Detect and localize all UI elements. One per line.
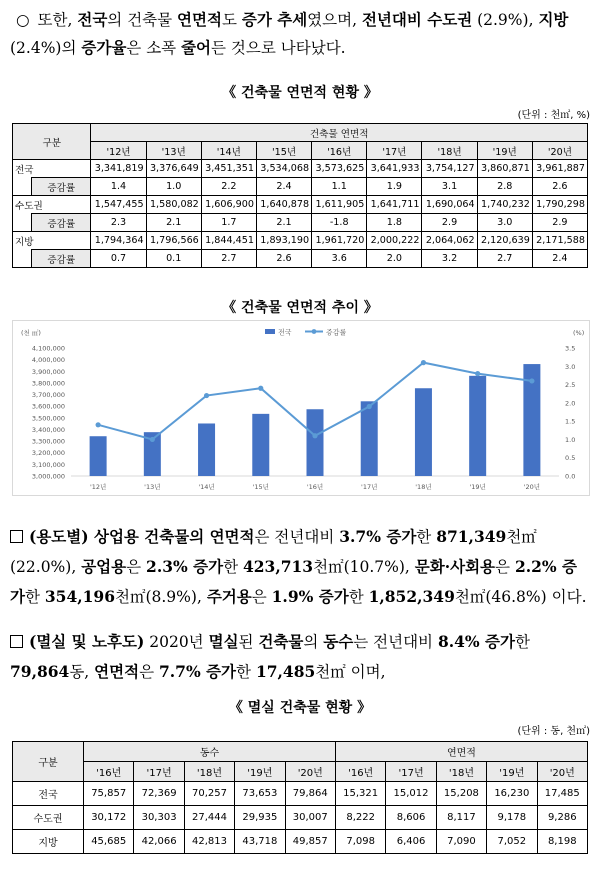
text-run: 건축물 <box>258 632 304 651</box>
text-run: 천㎡(46.8%) 이다. <box>454 588 587 606</box>
rate-point-8 <box>529 378 534 383</box>
row-region: 전국 <box>13 782 84 806</box>
row-region: 전국 <box>13 160 91 178</box>
text-run: 천㎡ (22.0%), <box>10 528 537 576</box>
table-cell: 15,012 <box>386 782 436 806</box>
table-cell: 2.3 <box>91 214 146 232</box>
bar-5 <box>361 401 378 476</box>
table-cell: 27,444 <box>184 806 234 830</box>
text-run: 천㎡ 이며, <box>315 663 386 681</box>
table-cell: 3.0 <box>477 214 532 232</box>
table-cell: 2,120,639 <box>477 232 532 250</box>
table-row <box>13 232 588 250</box>
table-cell: 1.9 <box>367 178 422 196</box>
table-cell: 3,451,351 <box>201 160 256 178</box>
table-cell: 7,098 <box>335 830 385 854</box>
text-run: 은 전년대비 <box>254 528 340 546</box>
y-right-tick: 3.0 <box>565 362 576 371</box>
text-run: 줄어 <box>181 38 212 57</box>
table-cell: 79,864 <box>285 782 335 806</box>
rate-point-0 <box>96 422 101 427</box>
text-run: 연면적 <box>94 662 140 681</box>
header-group: 연면적 <box>335 742 587 762</box>
row-indent <box>13 178 32 196</box>
text-run: 의 건축물 <box>107 11 178 29</box>
table-cell: 30,303 <box>134 806 184 830</box>
text-run: 은 <box>251 588 272 606</box>
text-run: 은 <box>126 558 147 576</box>
header-year: '20년 <box>537 762 587 782</box>
text-run: 2.2% 증가 <box>10 557 578 606</box>
table-cell: 6,406 <box>386 830 436 854</box>
y-right-tick: 2.5 <box>565 381 576 390</box>
text-run: 공업용 <box>81 557 127 576</box>
table-row <box>13 806 588 830</box>
demolition-text <box>10 633 530 681</box>
rate-point-5 <box>367 404 372 409</box>
table2-title: 《 멸실 건축물 현황 》 <box>228 700 372 716</box>
table-cell: 45,685 <box>84 830 134 854</box>
usage-text <box>10 528 587 606</box>
table-cell: 70,257 <box>184 782 234 806</box>
rate-point-4 <box>312 433 317 438</box>
table-cell: 3,573,625 <box>312 160 367 178</box>
table-cell: 1,790,298 <box>532 196 587 214</box>
table-cell: 1,641,711 <box>367 196 422 214</box>
header-year: '17년 <box>386 762 436 782</box>
table-cell: 2,171,588 <box>532 232 587 250</box>
text-run: 천㎡(8.9%), <box>115 588 207 606</box>
text-run: 된 <box>238 633 259 651</box>
table-row <box>13 196 588 214</box>
text-run: 871,349 <box>436 527 507 546</box>
text-run: 한 <box>416 528 437 546</box>
text-run: 였으며, <box>307 11 362 29</box>
demolished-building-table <box>12 741 588 854</box>
table-cell: 2.2 <box>201 178 256 196</box>
x-tick: '18년 <box>415 483 432 491</box>
table-cell: 3.1 <box>422 178 477 196</box>
table-cell: 3,376,649 <box>146 160 201 178</box>
row-indent <box>13 250 32 268</box>
y-right-tick: 0.0 <box>565 472 576 481</box>
text-run: 또한, <box>37 11 78 29</box>
table-cell: 1,794,364 <box>91 232 146 250</box>
text-run: 354,196 <box>44 587 115 606</box>
bar-4 <box>307 409 324 476</box>
table-cell: 2.9 <box>422 214 477 232</box>
y-left-tick: 3,500,000 <box>31 414 65 423</box>
header-year: '16년 <box>84 762 134 782</box>
rate-point-3 <box>258 386 263 391</box>
text-run: 한 <box>236 663 256 681</box>
y-right-tick: 0.5 <box>565 454 576 463</box>
y-left-tick: 3,800,000 <box>31 379 65 388</box>
table-cell: 1,961,720 <box>312 232 367 250</box>
header-year: '16년 <box>335 762 385 782</box>
table-cell: 2.9 <box>532 214 587 232</box>
text-run: (멸실 및 노후도) <box>29 632 145 651</box>
table-cell: 2.8 <box>477 178 532 196</box>
text-run: 79,864 <box>10 662 70 681</box>
table-cell: 2.0 <box>367 250 422 268</box>
header-corner: 구분 <box>13 124 91 160</box>
header-year: '12년 <box>91 142 146 160</box>
table-cell: 1,893,190 <box>256 232 311 250</box>
table-cell: 9,178 <box>487 806 537 830</box>
table-cell: 75,857 <box>84 782 134 806</box>
text-run: 3.7% 증가 <box>339 527 417 546</box>
header-year: '17년 <box>367 142 422 160</box>
bar-0 <box>90 436 107 476</box>
row-region: 수도권 <box>13 196 91 214</box>
x-tick: '20년 <box>523 483 541 491</box>
header-year: '19년 <box>477 142 532 160</box>
text-run: 전년대비 수도권 <box>361 10 473 29</box>
y-right-tick: 3.5 <box>565 344 576 353</box>
y-right-unit: (%) <box>573 329 585 337</box>
x-tick: '13년 <box>144 483 161 491</box>
table-cell: 2.4 <box>256 178 311 196</box>
table-cell: 16,230 <box>487 782 537 806</box>
table-row <box>13 830 588 854</box>
table-cell: 9,286 <box>537 806 587 830</box>
checkbox-bullet-icon <box>10 635 23 648</box>
header-year: '13년 <box>146 142 201 160</box>
table-cell: 8,117 <box>436 806 486 830</box>
table-row <box>13 178 588 196</box>
header-year: '18년 <box>422 142 477 160</box>
header-year: '17년 <box>134 762 184 782</box>
text-run: 동, <box>69 663 95 681</box>
text-run: 423,713 <box>242 557 314 576</box>
row-sub-label: 증감률 <box>32 250 91 268</box>
table-cell: 2.1 <box>256 214 311 232</box>
table-cell: 1,844,451 <box>201 232 256 250</box>
table-cell: -1.8 <box>312 214 367 232</box>
table-cell: 1,796,566 <box>146 232 201 250</box>
y-right-tick: 1.5 <box>565 417 576 426</box>
row-sub-label: 증감률 <box>32 214 91 232</box>
table1-title: 《 건축물 연면적 현황 》 <box>222 85 378 101</box>
y-left-tick: 3,600,000 <box>31 402 65 411</box>
header-group: 건축물 연면적 <box>91 124 588 142</box>
header-year: '18년 <box>184 762 234 782</box>
row-region: 지방 <box>13 830 84 854</box>
header-year: '19년 <box>235 762 285 782</box>
table-cell: 1.7 <box>201 214 256 232</box>
table-cell: 1.8 <box>367 214 422 232</box>
table-cell: 7,090 <box>436 830 486 854</box>
y-left-tick: 4,100,000 <box>31 344 65 353</box>
area-trend-chart <box>12 320 590 496</box>
header-year: '20년 <box>532 142 587 160</box>
table-cell: 3.2 <box>422 250 477 268</box>
rate-point-2 <box>204 393 209 398</box>
legend-bar-swatch <box>265 329 275 334</box>
table-cell: 2.4 <box>532 250 587 268</box>
text-run: 는 전년대비 <box>353 633 438 651</box>
table-cell: 72,369 <box>134 782 184 806</box>
table1-unit: (단위 : 천㎡, %) <box>517 110 590 121</box>
intro-paragraph <box>10 6 590 62</box>
row-region: 지방 <box>13 232 91 250</box>
y-left-tick: 3,300,000 <box>31 437 65 446</box>
text-run: 한 <box>348 588 369 606</box>
rate-point-7 <box>475 371 480 376</box>
table-cell: 49,857 <box>285 830 335 854</box>
header-year: '19년 <box>487 762 537 782</box>
x-tick: '16년 <box>306 483 324 491</box>
table-cell: 2,000,222 <box>367 232 422 250</box>
y-right-tick: 1.0 <box>565 435 576 444</box>
text-run: 한 <box>24 588 45 606</box>
table-cell: 30,007 <box>285 806 335 830</box>
text-run: 도 <box>221 11 242 29</box>
rate-point-1 <box>150 437 155 442</box>
table-row <box>13 250 588 268</box>
text-run: 은 <box>139 663 159 681</box>
table-cell: 2.1 <box>146 214 201 232</box>
text-run: 천㎡(10.7%), <box>313 558 415 576</box>
table-cell: 1,690,064 <box>422 196 477 214</box>
header-year: '20년 <box>285 762 335 782</box>
usage-paragraph <box>10 522 590 612</box>
text-run: 7.7% 증가 <box>158 662 237 681</box>
table-cell: 2.7 <box>477 250 532 268</box>
table-cell: 15,321 <box>335 782 385 806</box>
x-tick: '15년 <box>252 483 269 491</box>
table-cell: 1,740,232 <box>477 196 532 214</box>
x-tick: '12년 <box>89 483 107 491</box>
table-cell: 3,961,887 <box>532 160 587 178</box>
bar-6 <box>415 388 432 476</box>
row-sub-label: 증감률 <box>32 178 91 196</box>
text-run: 동수 <box>323 632 354 651</box>
text-run: 주거용 <box>206 587 252 606</box>
table-cell: 1,580,082 <box>146 196 201 214</box>
y-left-tick: 3,200,000 <box>31 449 65 458</box>
table-row <box>13 214 588 232</box>
table-cell: 8,606 <box>386 806 436 830</box>
chart-svg <box>13 321 589 495</box>
table-cell: 3,754,127 <box>422 160 477 178</box>
text-run: 17,485 <box>255 662 316 681</box>
table-cell: 73,653 <box>235 782 285 806</box>
table-cell: 1,611,905 <box>312 196 367 214</box>
x-tick: '19년 <box>469 483 486 491</box>
y-left-tick: 3,900,000 <box>31 367 65 376</box>
bar-2 <box>198 423 215 476</box>
text-run: 증가 추세 <box>241 10 308 29</box>
text-run: 증가율 <box>81 38 127 57</box>
text-run: 한 <box>223 558 243 576</box>
text-run: 2020년 <box>144 633 209 651</box>
table-cell: 7,052 <box>487 830 537 854</box>
table-cell: 43,718 <box>235 830 285 854</box>
table-cell: 1.0 <box>146 178 201 196</box>
x-tick: '17년 <box>361 483 378 491</box>
text-run: 은 <box>495 558 515 576</box>
table-cell: 2,064,062 <box>422 232 477 250</box>
checkbox-bullet-icon <box>10 530 23 543</box>
table-cell: 42,066 <box>134 830 184 854</box>
table-cell: 29,935 <box>235 806 285 830</box>
header-year: '15년 <box>256 142 311 160</box>
table-cell: 1,606,900 <box>201 196 256 214</box>
text-run: 멸실 <box>208 632 239 651</box>
y-left-tick: 4,000,000 <box>31 356 65 365</box>
bar-3 <box>252 414 269 476</box>
table-cell: 3,534,068 <box>256 160 311 178</box>
y-left-tick: 3,000,000 <box>31 472 65 481</box>
text-run: (용도별) 상업용 건축물의 연면적 <box>29 527 255 546</box>
text-run: 2.3% 증가 <box>146 557 224 576</box>
text-run: 문화·사회용 <box>414 557 496 576</box>
table-cell: 2.6 <box>532 178 587 196</box>
table-cell: 15,208 <box>436 782 486 806</box>
table-cell: 3,860,871 <box>477 160 532 178</box>
text-run: 8.4% 증가 <box>437 632 516 651</box>
table-cell: 2.6 <box>256 250 311 268</box>
text-run: 은 소폭 <box>126 39 182 57</box>
table-cell: 3.6 <box>312 250 367 268</box>
rate-point-6 <box>421 360 426 365</box>
table-cell: 17,485 <box>537 782 587 806</box>
y-left-tick: 3,400,000 <box>31 425 65 434</box>
table-cell: 42,813 <box>184 830 234 854</box>
table-cell: 8,222 <box>335 806 385 830</box>
bullet-circle: ○ <box>16 11 30 29</box>
table2-unit: (단위 : 동, 천㎡) <box>517 726 590 737</box>
table-cell: 1,547,455 <box>91 196 146 214</box>
legend-bar-label: 전국 <box>278 328 292 337</box>
table-cell: 3,341,819 <box>91 160 146 178</box>
table-cell: 8,198 <box>537 830 587 854</box>
text-run: 전국 <box>77 10 108 29</box>
table-cell: 1.4 <box>91 178 146 196</box>
text-run: 연면적 <box>177 10 222 29</box>
y-right-tick: 2.0 <box>565 399 576 408</box>
header-group: 동수 <box>84 742 336 762</box>
demolition-paragraph <box>10 627 590 687</box>
row-indent <box>13 214 32 232</box>
table-cell: 30,172 <box>84 806 134 830</box>
header-year: '18년 <box>436 762 486 782</box>
y-left-tick: 3,100,000 <box>31 460 65 469</box>
y-left-tick: 3,700,000 <box>31 391 65 400</box>
x-tick: '14년 <box>198 483 215 491</box>
header-corner: 구분 <box>13 742 84 782</box>
header-year: '16년 <box>312 142 367 160</box>
bar-7 <box>469 376 486 476</box>
header-year: '14년 <box>201 142 256 160</box>
y-left-unit: (천 ㎡) <box>21 329 41 337</box>
table-row <box>13 782 588 806</box>
building-area-table <box>12 123 588 268</box>
text-run: 1,852,349 <box>368 587 455 606</box>
text-run: (2.9%), <box>472 11 539 29</box>
table-row <box>13 160 588 178</box>
table-cell: 2.7 <box>201 250 256 268</box>
text-run: 의 <box>303 633 324 651</box>
legend-line-marker <box>312 329 317 334</box>
text-run: 지방 <box>538 10 569 29</box>
text-run: 든 것으로 나타났다. <box>211 39 346 57</box>
text-run: 한 <box>515 633 530 651</box>
table-cell: 0.7 <box>91 250 146 268</box>
table-cell: 3,641,933 <box>367 160 422 178</box>
row-region: 수도권 <box>13 806 84 830</box>
chart-title: 《 건축물 연면적 추이 》 <box>222 300 378 316</box>
text-run: 1.9% 증가 <box>271 587 349 606</box>
text-run: (2.4%)의 <box>10 39 82 57</box>
table-cell: 0.1 <box>146 250 201 268</box>
legend-line-label: 증감률 <box>326 328 347 337</box>
table-cell: 1.1 <box>312 178 367 196</box>
intro-text <box>10 11 568 57</box>
table-cell: 1,640,878 <box>256 196 311 214</box>
